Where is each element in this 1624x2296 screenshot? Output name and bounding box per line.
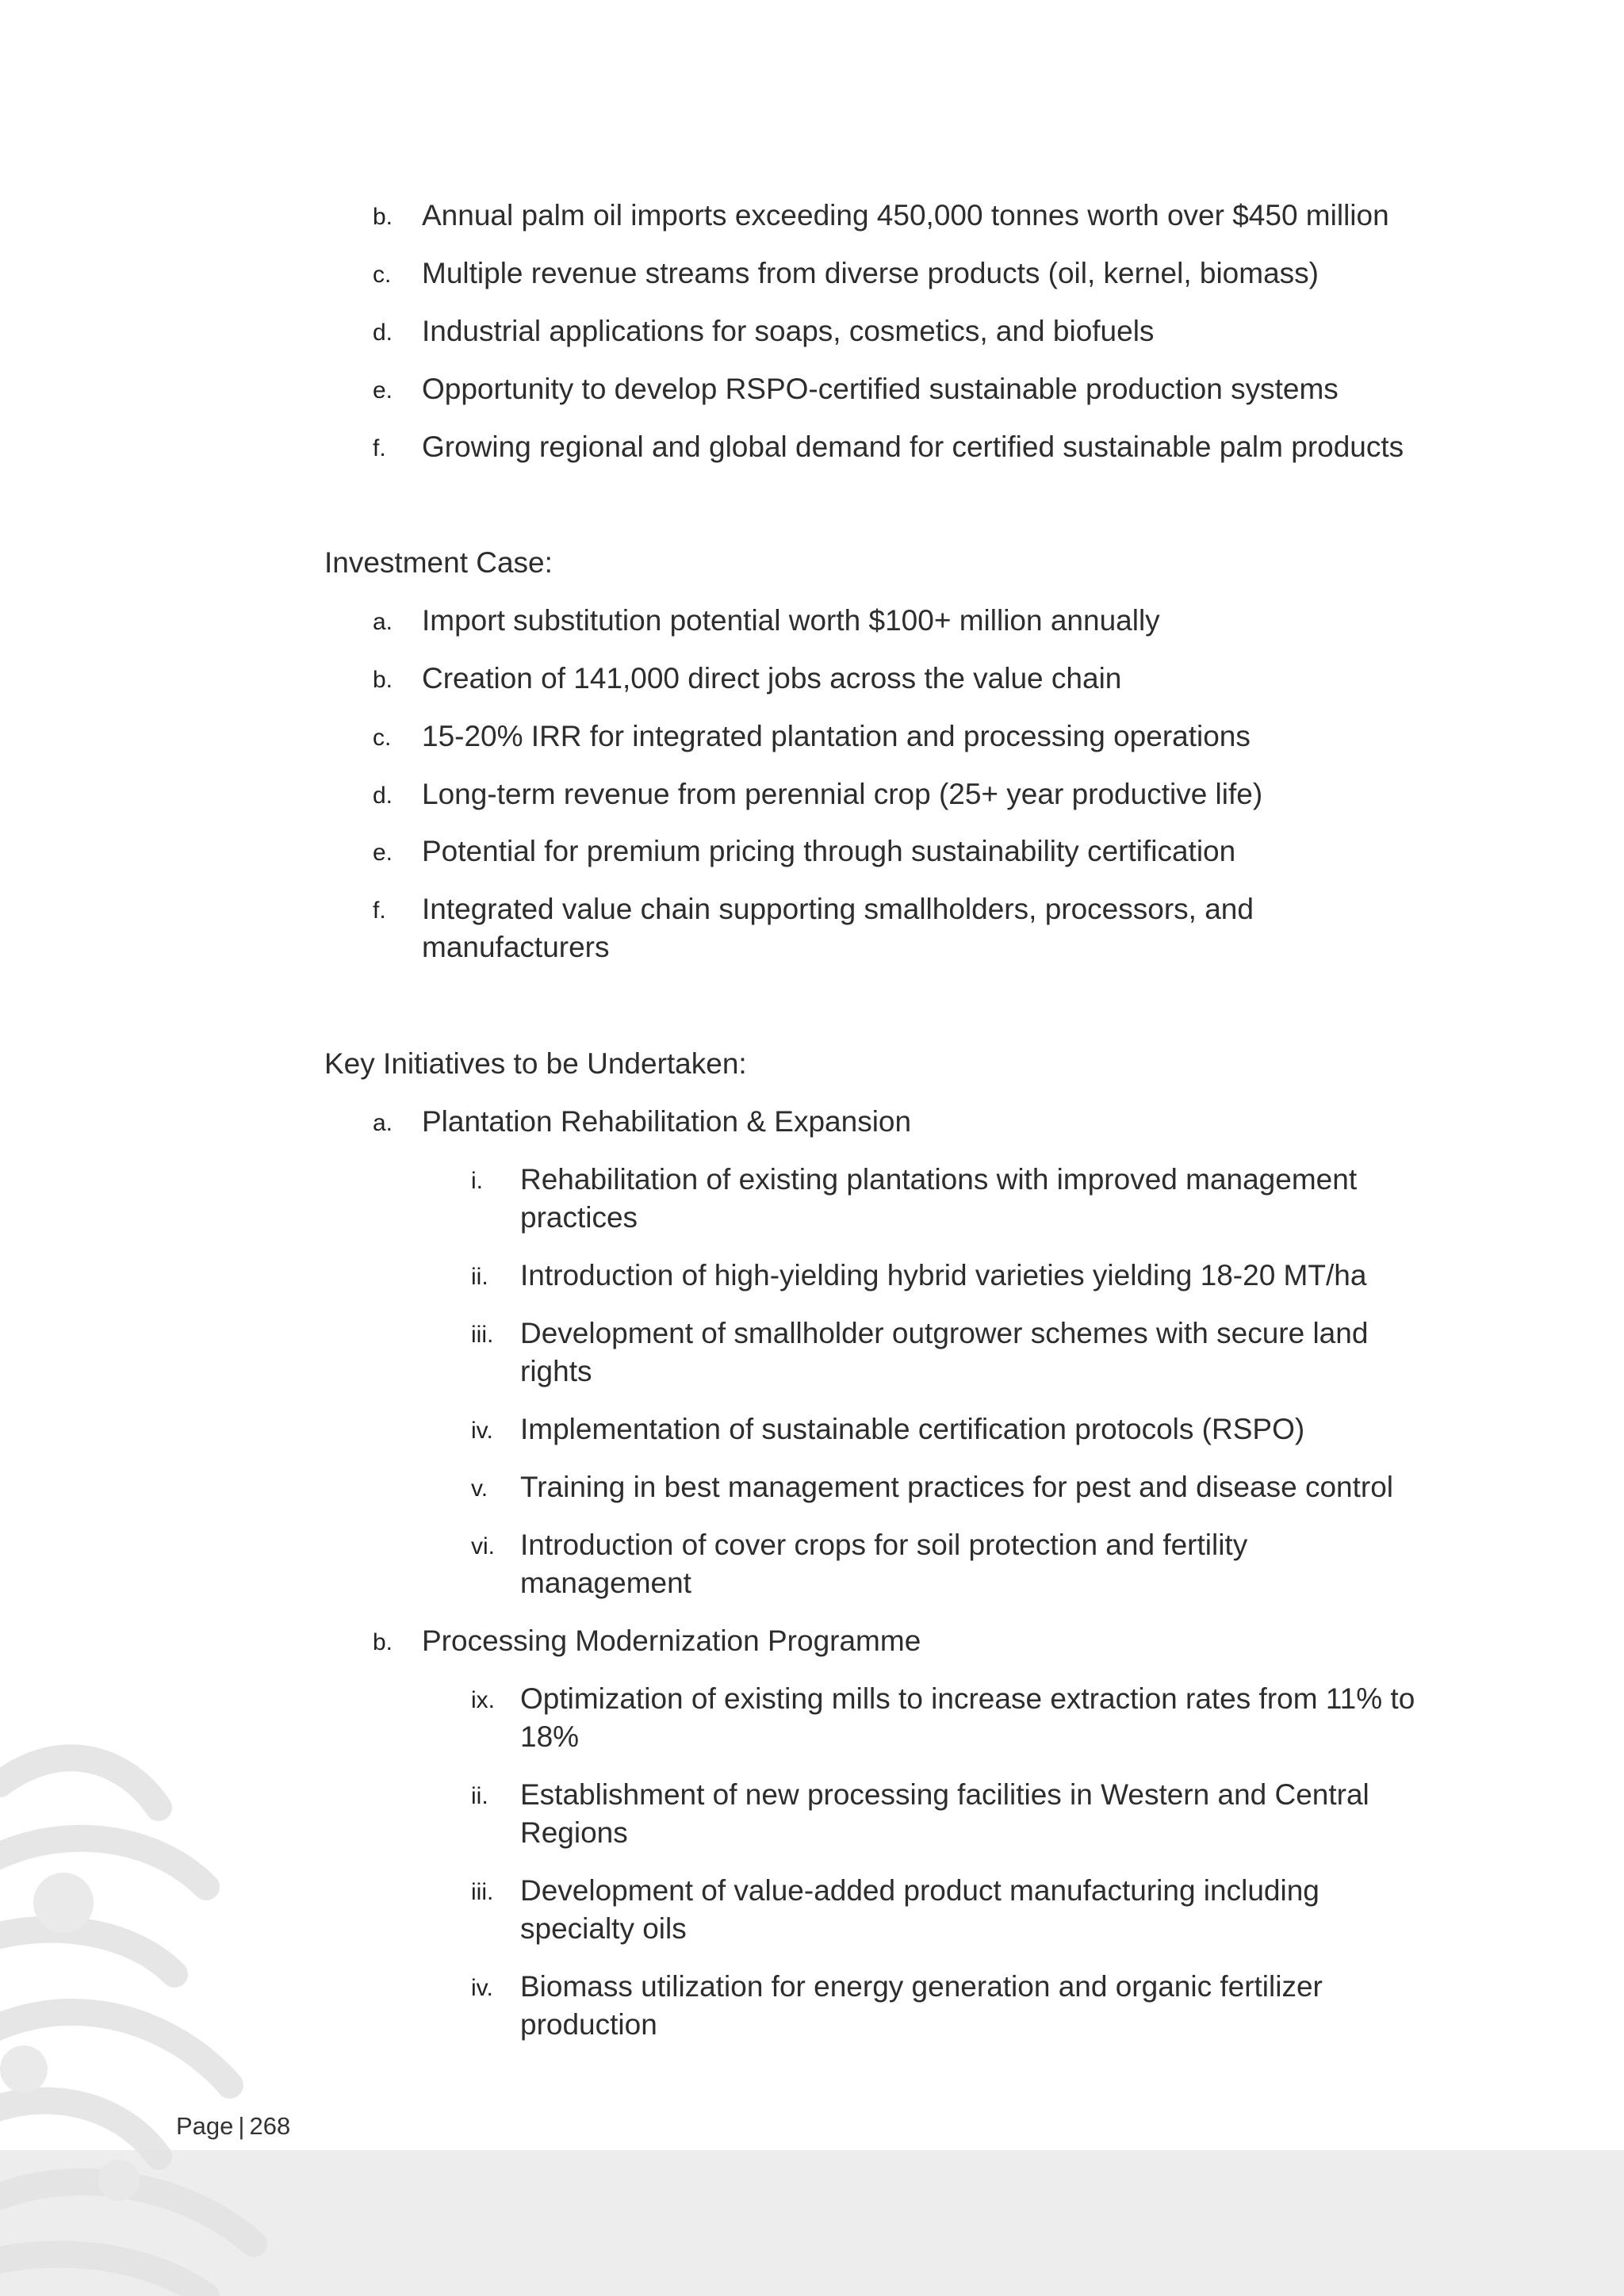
sublist-marker: iii. bbox=[471, 1879, 494, 1905]
list-marker: a. bbox=[373, 609, 393, 635]
list-marker: f. bbox=[373, 435, 386, 461]
list-item: 15-20% IRR for integrated plantation and processing operations bbox=[422, 720, 1251, 752]
sublist-item: Development of smallholder outgrower schemes with secure land bbox=[520, 1317, 1369, 1349]
list-item: Growing regional and global demand for certified sustainable palm products bbox=[422, 430, 1404, 463]
list-marker: f. bbox=[373, 897, 386, 924]
sublist-item-continuation: specialty oils bbox=[520, 1912, 687, 1945]
sublist-marker: iv. bbox=[471, 1418, 493, 1444]
page-separator: | bbox=[238, 2112, 245, 2140]
list-item: Potential for premium pricing through sustainability certification bbox=[422, 835, 1236, 867]
list-item-continuation: manufacturers bbox=[422, 931, 610, 963]
sublist-item: Rehabilitation of existing plantations with improved management bbox=[520, 1163, 1358, 1196]
list-item: Integrated value chain supporting smallholders, processors, and bbox=[422, 893, 1254, 925]
sublist-item-continuation: management bbox=[520, 1567, 691, 1599]
list-marker: b. bbox=[373, 1629, 393, 1655]
list-item: Industrial applications for soaps, cosmetics, and biofuels bbox=[422, 315, 1155, 347]
section-heading-investment-case: Investment Case: bbox=[324, 546, 553, 579]
sublist-item-continuation: rights bbox=[520, 1355, 592, 1387]
list-marker: b. bbox=[373, 667, 393, 693]
sublist-item-continuation: 18% bbox=[520, 1720, 580, 1753]
sublist-item: Optimization of existing mills to increase extraction rates from 11% to bbox=[520, 1682, 1415, 1715]
sublist-marker: iv. bbox=[471, 1975, 493, 2001]
sublist-marker: v. bbox=[471, 1475, 488, 1502]
list-marker: e. bbox=[373, 377, 393, 404]
list-marker: c. bbox=[373, 262, 392, 288]
sublist-marker: vi. bbox=[471, 1533, 495, 1559]
group-title: Processing Modernization Programme bbox=[422, 1624, 921, 1657]
list-marker: c. bbox=[373, 725, 392, 751]
page-number bbox=[176, 2112, 290, 2141]
decorative-pattern-watermark bbox=[0, 1689, 317, 2296]
sublist-item: Introduction of high-yielding hybrid varieties yielding 18-20 MT/ha bbox=[520, 1259, 1367, 1292]
group-title: Plantation Rehabilitation & Expansion bbox=[422, 1105, 912, 1138]
list-item: Long-term revenue from perennial crop (25+ year productive life) bbox=[422, 778, 1263, 810]
list-marker: d. bbox=[373, 320, 393, 346]
list-item: Multiple revenue streams from diverse products (oil, kernel, biomass) bbox=[422, 257, 1319, 289]
list-item: Opportunity to develop RSPO-certified sustainable production systems bbox=[422, 373, 1339, 405]
list-marker: d. bbox=[373, 783, 393, 809]
page-label: Page bbox=[176, 2112, 234, 2140]
sublist-marker: iii. bbox=[471, 1322, 494, 1348]
sublist-marker: ix. bbox=[471, 1687, 495, 1713]
sublist-item-continuation: Regions bbox=[520, 1816, 628, 1849]
sublist-marker: ii. bbox=[471, 1264, 488, 1290]
sublist-item: Introduction of cover crops for soil protection and fertility bbox=[520, 1529, 1248, 1561]
sublist-marker: ii. bbox=[471, 1783, 488, 1809]
sublist-item: Training in best management practices for pest and disease control bbox=[520, 1471, 1394, 1503]
sublist-marker: i. bbox=[471, 1168, 483, 1194]
sublist-item-continuation: production bbox=[520, 2008, 657, 2041]
list-item: Import substitution potential worth $100+ million annually bbox=[422, 604, 1160, 637]
sublist-item: Implementation of sustainable certification protocols (RSPO) bbox=[520, 1413, 1305, 1445]
list-item: Annual palm oil imports exceeding 450,000 tonnes worth over $450 million bbox=[422, 199, 1389, 232]
list-marker: a. bbox=[373, 1110, 393, 1136]
list-marker: b. bbox=[373, 204, 393, 230]
sublist-item-continuation: practices bbox=[520, 1201, 638, 1234]
page-number-value: 268 bbox=[249, 2112, 291, 2140]
list-item: Creation of 141,000 direct jobs across the value chain bbox=[422, 662, 1122, 695]
sublist-item: Development of value-added product manufacturing including bbox=[520, 1874, 1320, 1907]
sublist-item: Establishment of new processing facilities in Western and Central bbox=[520, 1778, 1369, 1811]
section-heading-key-initiatives: Key Initiatives to be Undertaken: bbox=[324, 1047, 747, 1080]
list-marker: e. bbox=[373, 840, 393, 866]
sublist-item: Biomass utilization for energy generation and organic fertilizer bbox=[520, 1970, 1323, 2003]
